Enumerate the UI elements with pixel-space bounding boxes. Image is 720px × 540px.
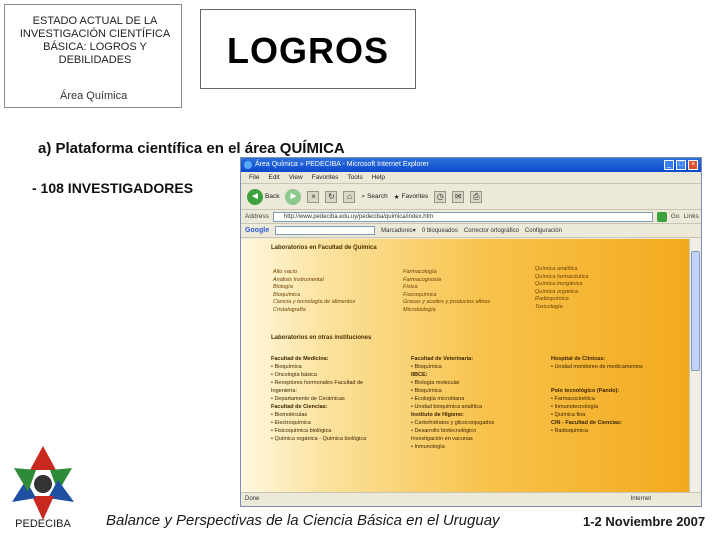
lab-link[interactable]: • Electroquímica — [271, 420, 311, 426]
lab-link[interactable]: • Desarrollo biotecnológico — [411, 428, 477, 434]
browser-title: Área Química » PEDECIBA - Microsoft Internet Explorer — [255, 161, 429, 168]
google-toolbar — [241, 224, 701, 238]
search-button[interactable] — [361, 193, 387, 201]
vertical-scrollbar[interactable] — [689, 239, 701, 492]
lab-link[interactable]: Cristalografía — [273, 306, 306, 313]
lab-link[interactable]: Toxicología — [535, 303, 563, 310]
search-icon: ⌕ — [361, 192, 366, 200]
lab-link[interactable]: • Radioquímica — [551, 428, 589, 434]
lab-link[interactable]: Biología — [273, 284, 293, 290]
scroll-thumb[interactable] — [691, 251, 700, 371]
title-line: INVESTIGACIÓN CIENTÍFICA — [19, 28, 171, 40]
google-search-input[interactable] — [275, 226, 375, 235]
lab-link[interactable]: • Inmunotecnología — [551, 404, 599, 410]
browser-window — [240, 157, 702, 507]
lab-link[interactable]: • Receptores hormonales Facultad de — [271, 380, 364, 386]
lab-link[interactable]: Radioquímica — [535, 296, 569, 302]
section-heading: a) Plataforma científica en el área QUÍMICA — [38, 140, 345, 157]
google-logo: Google — [245, 227, 270, 234]
lab-link[interactable]: • Ecología microbiana — [411, 396, 465, 402]
maximize-icon[interactable]: □ — [676, 160, 686, 170]
lab-link[interactable]: Investigación en vacunas — [411, 436, 473, 442]
lab-link[interactable]: • Bioquímica — [411, 388, 442, 394]
title-line: BÁSICA: LOGROS Y — [43, 41, 147, 53]
section-title: Laboratorios en otras instituciones — [271, 335, 372, 341]
lab-link[interactable]: Ciencia y tecnología de alimentos — [273, 299, 356, 305]
lab-link[interactable]: Química farmacéutica — [535, 273, 589, 280]
area-label: Área Química — [60, 90, 128, 102]
mail-icon[interactable]: ✉ — [452, 191, 464, 203]
back-arrow-icon: ◄ — [247, 189, 263, 205]
lab-link[interactable]: • Química fina — [551, 412, 586, 418]
logo-label: PEDECIBA — [15, 518, 71, 530]
lab-link[interactable]: Fisicoquímica — [403, 291, 437, 298]
link-column-3 — [535, 266, 589, 311]
stop-icon[interactable]: × — [307, 191, 319, 203]
status-zone: Internet — [630, 496, 651, 502]
lab-link[interactable]: Farmacognosia — [403, 276, 441, 283]
lab-link[interactable]: • Oncología básica — [271, 372, 317, 378]
favorites-button[interactable] — [394, 193, 429, 201]
footer-text: Balance y Perspectivas de la Ciencia Básica en el Uruguay — [106, 512, 500, 529]
pedeciba-logo — [6, 440, 80, 536]
link-column-1 — [273, 269, 355, 314]
lab-link[interactable]: • Bioquímica — [411, 364, 442, 370]
lab-link[interactable]: • Unidad bioquímica analítica — [411, 404, 483, 410]
lab-link[interactable]: Bioquímica — [273, 291, 301, 298]
footer-date: 1-2 Noviembre 2007 — [583, 514, 706, 529]
section-title: Laboratorios en Facultad de Química — [271, 245, 377, 251]
go-arrow-icon[interactable] — [657, 212, 667, 222]
institution-block — [551, 355, 643, 435]
institution-title: Instituto de Higiene: — [411, 412, 464, 418]
print-icon[interactable]: ⎙ — [470, 191, 482, 203]
lab-link[interactable]: Ingeniería: — [271, 388, 297, 394]
lab-link[interactable]: • Farmacocinética — [551, 396, 595, 402]
webpage-content — [241, 239, 691, 492]
link-column-2 — [403, 269, 490, 314]
google-spellcheck-button[interactable]: Corrector ortográfico — [463, 227, 519, 234]
institution-title: Facultad de Ciencias: — [271, 404, 328, 410]
lab-link[interactable]: Microbiología — [403, 306, 436, 313]
ie-icon — [244, 161, 252, 169]
lab-link[interactable]: Química orgánica — [535, 288, 579, 295]
logros-box — [200, 9, 416, 89]
address-input[interactable]: http://www.pedeciba.edu.uy/pedeciba/quimica/index.htm — [273, 212, 653, 222]
lab-link[interactable]: • Fisicoquímica biológica — [271, 428, 332, 434]
menu-tools[interactable]: Tools — [347, 174, 363, 181]
lab-link[interactable]: Química inorgánica — [535, 281, 583, 287]
refresh-icon[interactable]: ↻ — [325, 191, 337, 203]
browser-titlebar — [241, 158, 701, 172]
menu-file[interactable]: File — [249, 174, 260, 181]
history-icon[interactable]: ◷ — [434, 191, 446, 203]
menu-bar — [241, 172, 701, 184]
lab-link[interactable]: Química analítica — [535, 266, 578, 272]
slide-title — [11, 15, 179, 67]
lab-link[interactable]: Farmacología — [403, 269, 437, 275]
lab-link[interactable]: • Bioquímica — [271, 364, 302, 370]
institution-title: IIBCE: — [411, 372, 428, 378]
title-box — [4, 4, 182, 108]
close-icon[interactable]: × — [688, 160, 698, 170]
lab-link[interactable]: • Biomoléculas — [271, 412, 308, 418]
forward-arrow-icon[interactable]: ► — [285, 189, 301, 205]
address-bar — [241, 210, 701, 224]
home-icon[interactable]: ⌂ — [343, 191, 355, 203]
title-line: DEBILIDADES — [58, 54, 132, 66]
back-button[interactable] — [247, 189, 279, 205]
lab-link[interactable]: Alto vacío — [273, 269, 298, 275]
google-blocked-button[interactable]: 0 bloqueados — [421, 227, 458, 234]
go-label[interactable]: Go — [670, 213, 680, 220]
menu-favorites[interactable]: Favorites — [311, 174, 339, 181]
page-viewport — [241, 239, 691, 492]
lab-link[interactable]: • Biología molecular — [411, 380, 460, 386]
lab-link[interactable]: • Inmunología — [411, 444, 445, 450]
institution-title: CIN - Facultad de Ciencias: — [551, 420, 622, 426]
lab-link[interactable]: Física — [403, 284, 418, 290]
search-label: Search — [367, 193, 388, 200]
institution-block — [271, 355, 366, 443]
title-line: ESTADO ACTUAL DE LA — [32, 15, 158, 27]
browser-toolbar — [241, 184, 701, 210]
star-icon: ★ — [393, 193, 400, 201]
menu-view[interactable]: View — [288, 174, 303, 181]
investigators-count: - 108 INVESTIGADORES — [32, 180, 194, 196]
google-settings-button[interactable]: Configuración — [524, 227, 562, 234]
institution-title: Polo tecnológico (Pando): — [551, 388, 620, 394]
lab-link[interactable]: • Carbohidratos y glicoconjugados — [411, 420, 495, 426]
menu-edit[interactable]: Edit — [268, 174, 280, 181]
minimize-icon[interactable]: _ — [664, 160, 674, 170]
lab-link[interactable]: Análisis Instrumental — [273, 276, 324, 283]
institution-title: Hospital de Clínicas: — [551, 356, 606, 362]
institution-title: Facultad de Veterinaria: — [411, 356, 474, 362]
status-text: Done — [245, 496, 260, 502]
favorites-label: Favorites — [401, 193, 429, 200]
lab-link[interactable]: • Química orgánica - Química biológica — [271, 436, 367, 442]
lab-link[interactable]: • Unidad monitoreo de medicamentos — [551, 364, 643, 370]
menu-help[interactable]: Help — [371, 174, 385, 181]
lab-link[interactable]: Grasas y aceites y productos afines — [403, 299, 491, 305]
address-label: Address — [245, 213, 269, 220]
lab-link[interactable]: • Departamento de Cerámicas — [271, 396, 345, 402]
google-bookmarks-button[interactable]: Marcadores▾ — [381, 228, 416, 234]
institution-title: Facultad de Medicina: — [271, 356, 329, 362]
logros-title: LOGROS — [226, 30, 389, 71]
institution-block — [411, 355, 494, 451]
status-bar — [241, 492, 701, 506]
back-label: Back — [265, 193, 280, 200]
links-label[interactable]: Links — [683, 213, 699, 220]
